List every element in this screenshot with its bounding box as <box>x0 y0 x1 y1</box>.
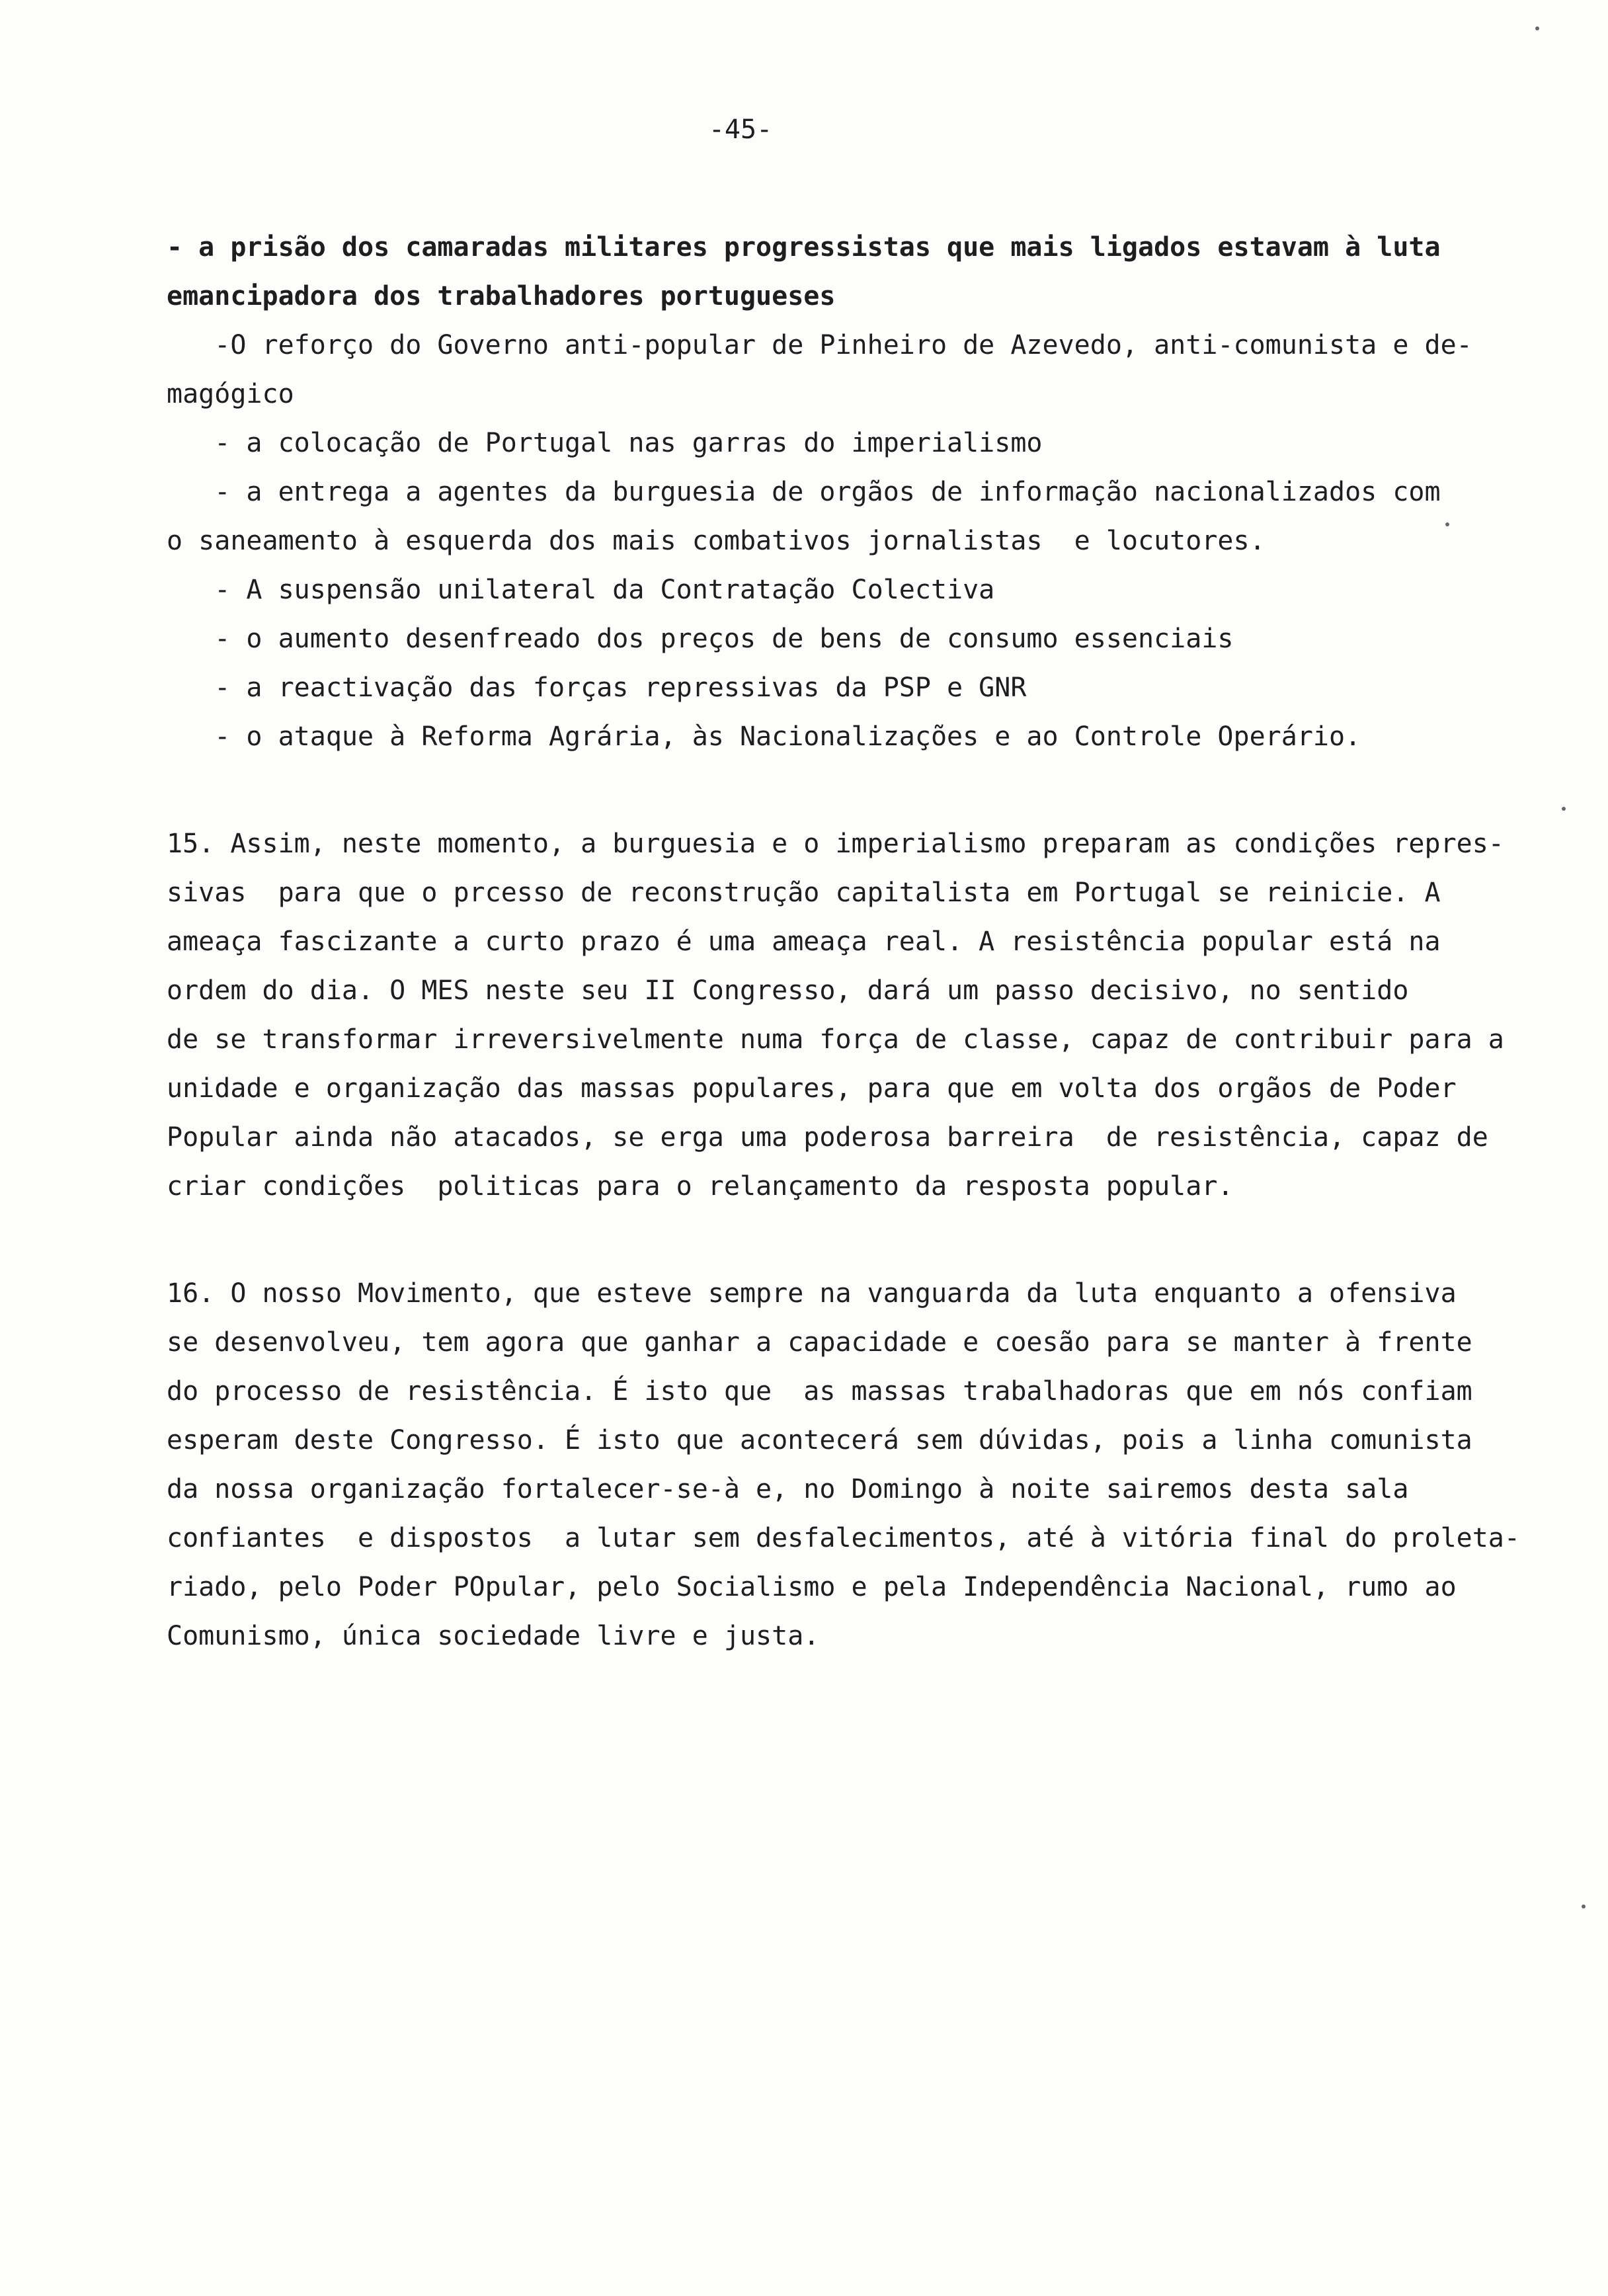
paragraph-line: criar condições politicas para o relançamento da resposta popular. <box>167 1171 1234 1202</box>
paragraph-line: - a reactivação das forças repressivas da PSP e GNR <box>167 673 1027 703</box>
paragraph-line: - a entrega a agentes da burguesia de orgãos de informação nacionalizados com <box>167 477 1441 507</box>
paragraph-line: unidade e organização das massas populares, para que em volta dos orgãos de Poder <box>167 1073 1457 1104</box>
scan-speck <box>1562 807 1566 811</box>
scan-speck <box>1582 1905 1586 1908</box>
paragraph-line: ordem do dia. O MES neste seu II Congresso, dará um passo decisivo, no sentido <box>167 975 1409 1006</box>
paragraph-line: 15. Assim, neste momento, a burguesia e o imperialismo preparam as condições repres- <box>167 829 1504 859</box>
paragraph-line: - o ataque à Reforma Agrária, às Nacionalizações e ao Controle Operário. <box>167 721 1361 752</box>
paragraph-line: riado, pelo Poder POpular, pelo Socialismo e pela Independência Nacional, rumo ao <box>167 1572 1457 1602</box>
paragraph-line: o saneamento à esquerda dos mais combativos jornalistas e locutores. <box>167 526 1266 556</box>
paragraph-line: - o aumento desenfreado dos preços de bens de consumo essenciais <box>167 624 1234 654</box>
paragraph-line: ameaça fascizante a curto prazo é uma ameaça real. A resistência popular está na <box>167 926 1441 957</box>
paragraph-line: 16. O nosso Movimento, que esteve sempre na vanguarda da luta enquanto a ofensiva <box>167 1278 1457 1309</box>
paragraph-line: confiantes e dispostos a lutar sem desfalecimentos, até à vitória final do proleta- <box>167 1523 1520 1553</box>
scan-speck <box>1535 26 1539 30</box>
paragraph-line: esperam deste Congresso. É isto que acontecerá sem dúvidas, pois a linha comunista <box>167 1425 1472 1456</box>
paragraph-line: da nossa organização fortalecer-se-à e, no Domingo à noite sairemos desta sala <box>167 1474 1409 1504</box>
paragraph-line: do processo de resistência. É isto que as massas trabalhadoras que em nós confiam <box>167 1376 1472 1407</box>
paragraph-line: - A suspensão unilateral da Contratação Colectiva <box>167 575 995 605</box>
paragraph-line: - a prisão dos camaradas militares progressistas que mais ligados estavam à luta <box>167 232 1441 263</box>
paragraph-line: - a colocação de Portugal nas garras do imperialismo <box>167 428 1043 458</box>
paragraph-line: -O reforço do Governo anti-popular de Pinheiro de Azevedo, anti-comunista e de- <box>167 330 1472 360</box>
paragraph-line: Popular ainda não atacados, se erga uma poderosa barreira de resistência, capaz de <box>167 1122 1488 1153</box>
paragraph-line: Comunismo, única sociedade livre e justa. <box>167 1621 820 1651</box>
scan-speck <box>1445 522 1449 526</box>
paragraph-line: se desenvolveu, tem agora que ganhar a capacidade e coesão para se manter à frente <box>167 1327 1472 1358</box>
paragraph-line: emancipadora dos trabalhadores portugueses <box>167 281 836 311</box>
paragraph-line: sivas para que o prcesso de reconstrução capitalista em Portugal se reinicie. A <box>167 878 1441 908</box>
paragraph-line: magógico <box>167 379 294 409</box>
paragraph-line: de se transformar irreversivelmente numa força de classe, capaz de contribuir para a <box>167 1024 1504 1055</box>
page-number: -45- <box>708 114 773 145</box>
